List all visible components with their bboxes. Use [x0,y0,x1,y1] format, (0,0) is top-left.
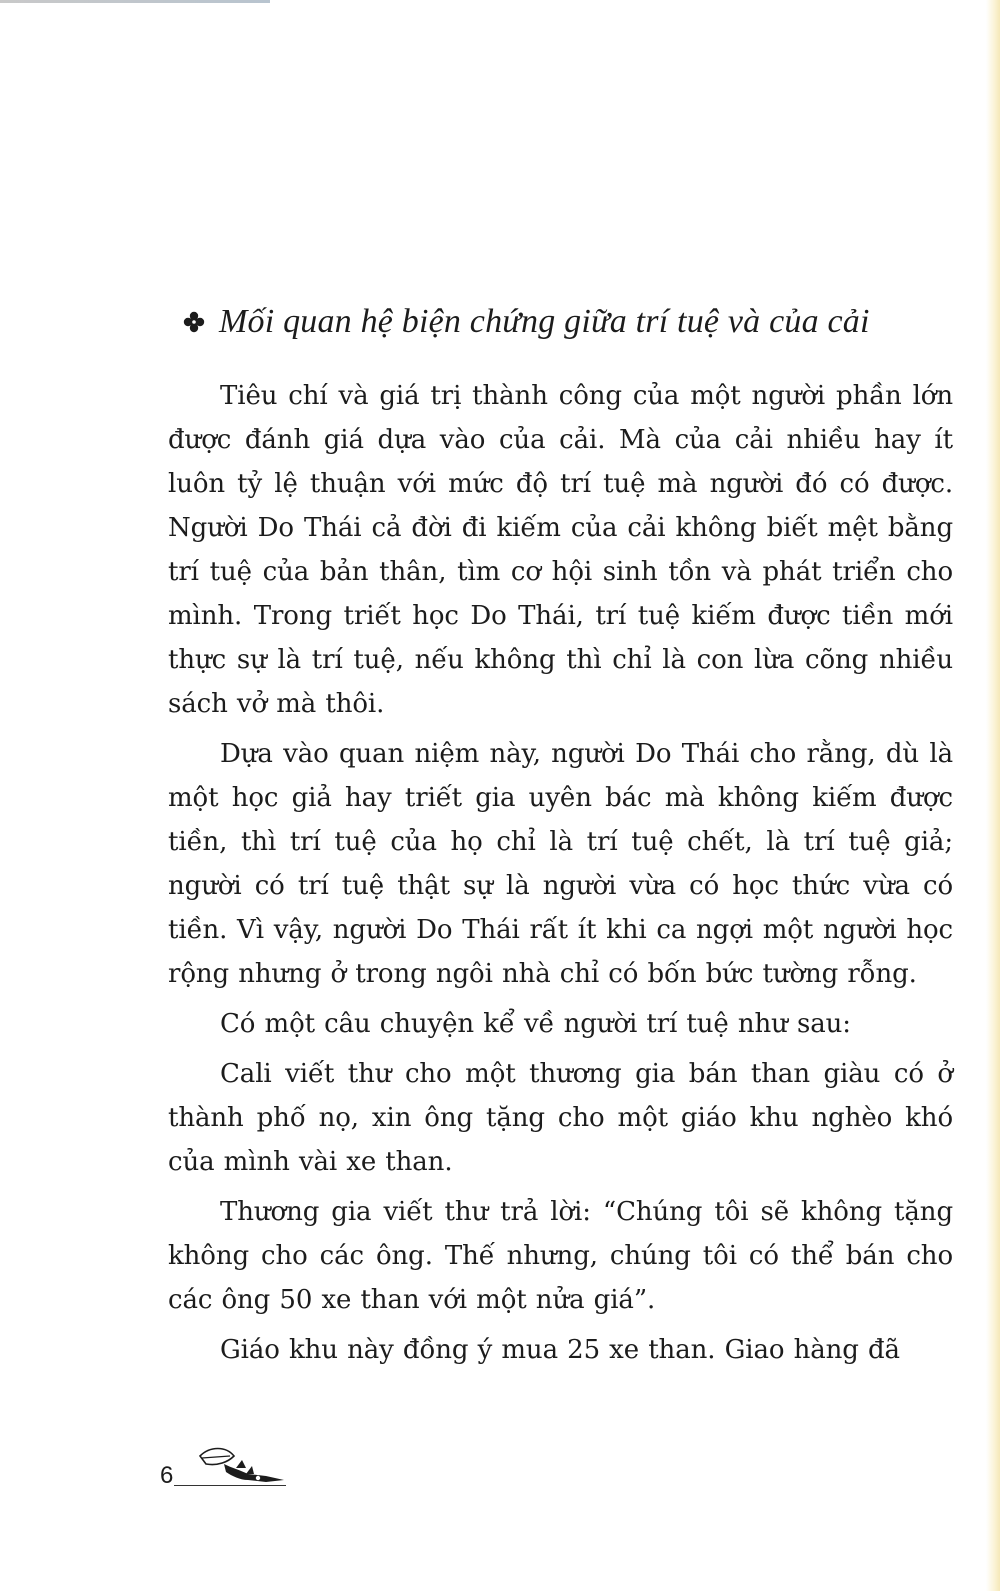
paragraph: Dựa vào quan niệm này, người Do Thái cho rằng, dù là một học giả hay triết gia uyên bác mà không kiếm được tiền, thì trí tuệ của họ chỉ là trí tuệ chết, là trí tuệ giả; người có trí tuệ thật sự là người vừa có học thức vừa có tiền. Vì vậy, người Do Thái rất ít khi ca ngợi một người học rộng nhưng ở trong ngôi nhà chỉ có bốn bức tường rỗng. [168,739,953,989]
pen-nib-ornament-icon [196,1444,288,1488]
body-text [168,374,953,1378]
page-edge-shadow [986,0,1000,1591]
flower-bullet-icon [183,311,205,333]
section-title: Mối quan hệ biện chứng giữa trí tuệ và của cải [219,303,870,340]
page-footer [160,1442,310,1502]
paragraph: Cali viết thư cho một thương gia bán than giàu có ở thành phố nọ, xin ông tặng cho một giáo khu nghèo khó của mình vài xe than. [168,1059,953,1177]
section-heading [183,303,973,341]
paragraph: Tiêu chí và giá trị thành công của một người phần lớn được đánh giá dựa vào của cải. Mà của cải nhiều hay ít luôn tỷ lệ thuận với mức độ trí tuệ mà người đó có được. Người Do Thái cả đời đi kiếm của cải không biết mệt bằng trí tuệ của bản thân, tìm cơ hội sinh tồn và phát triển cho mình. Trong triết học Do Thái, trí tuệ kiếm được tiền mới thực sự là trí tuệ, nếu không thì chỉ là con lừa cõng nhiều sách vở mà thôi. [168,381,953,719]
page-number: 6 [160,1462,174,1489]
paragraph: Có một câu chuyện kể về người trí tuệ như sau: [220,1009,851,1039]
paragraph: Thương gia viết thư trả lời: “Chúng tôi sẽ không tặng không cho các ông. Thế nhưng, chúng tôi có thể bán cho các ông 50 xe than với một nửa giá”. [168,1197,953,1315]
paragraph: Giáo khu này đồng ý mua 25 xe than. Giao hàng đã [220,1335,900,1365]
top-edge-rule [0,0,270,3]
